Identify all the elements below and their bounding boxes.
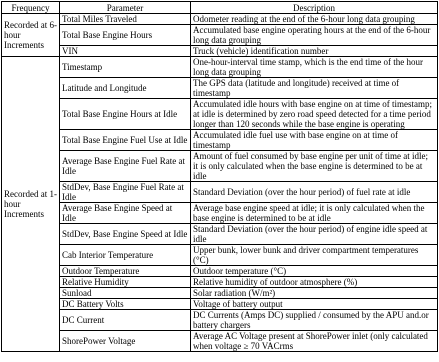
table-row bbox=[2, 203, 438, 224]
description-cell: Outdoor temperature (°C) bbox=[191, 266, 438, 277]
description-cell: Accumulated idle fuel use with base engine on at time of timestamp bbox=[191, 130, 438, 151]
description-cell: Amount of fuel consumed by base engine per unit of time at idle; it is only calculated when the base engine is determined to be at idle bbox=[191, 151, 438, 182]
description-cell: Odometer reading at the end of the 6-hour long data grouping bbox=[191, 14, 438, 25]
description-cell: Accumulated base engine operating hours at the end of the 6-hour long data grouping bbox=[191, 25, 438, 46]
table-row bbox=[2, 299, 438, 310]
description-cell: Upper bunk, lower bunk and driver compartment temperatures (°C) bbox=[191, 245, 438, 266]
parameter-cell: Latitude and Longitude bbox=[60, 78, 191, 99]
description-cell: Truck (vehicle) identification number bbox=[191, 46, 438, 57]
parameter-cell: Average Base Engine Fuel Rate at Idle bbox=[60, 151, 191, 182]
table-row bbox=[2, 57, 438, 78]
header-row bbox=[2, 2, 438, 14]
table-row bbox=[2, 130, 438, 151]
frequency-cell-1-hour: Recorded at 1-hour Increments bbox=[2, 57, 60, 352]
parameter-cell: Total Base Engine Fuel Use at Idle bbox=[60, 130, 191, 151]
table-row bbox=[2, 14, 438, 25]
table-row bbox=[2, 46, 438, 57]
parameter-cell: Total Miles Traveled bbox=[60, 14, 191, 25]
description-cell: Average AC Voltage present at ShorePower inlet (only calculated when voltage ≥ 70 VACrms bbox=[191, 331, 438, 352]
description-cell: Relative humidity of outdoor atmosphere (%) bbox=[191, 277, 438, 288]
parameter-cell: Sunload bbox=[60, 288, 191, 299]
description-cell: One-hour-interval time stamp, which is the end time of the hour long data grouping bbox=[191, 57, 438, 78]
parameter-cell: DC Battery Volts bbox=[60, 299, 191, 310]
table-header bbox=[2, 2, 438, 14]
parameter-cell: ShorePower Voltage bbox=[60, 331, 191, 352]
parameter-cell: Relative Humidity bbox=[60, 277, 191, 288]
parameter-cell: Cab Interior Temperature bbox=[60, 245, 191, 266]
parameter-cell: StdDev, Base Engine Speed at Idle bbox=[60, 224, 191, 245]
table-row bbox=[2, 245, 438, 266]
description-cell: DC Currents (Amps DC) supplied / consumed by the APU and.or battery chargers bbox=[191, 310, 438, 331]
table-row bbox=[2, 288, 438, 299]
table-row bbox=[2, 182, 438, 203]
table-row bbox=[2, 224, 438, 245]
table-row bbox=[2, 151, 438, 182]
description-cell: Average base engine speed at idle; it is only calculated when the base engine is determined to be at idle bbox=[191, 203, 438, 224]
parameter-cell: StdDev, Base Engine Fuel Rate at Idle bbox=[60, 182, 191, 203]
description-cell: Solar radiation (W/m²) bbox=[191, 288, 438, 299]
parameter-cell: Total Base Engine Hours bbox=[60, 25, 191, 46]
table-row bbox=[2, 310, 438, 331]
header-parameter: Parameter bbox=[60, 2, 191, 14]
description-cell: Accumulated idle hours with base engine on at time of timestamp; at idle is determined by zero road speed detected for a time period longer than 120 seconds while the base engine is operating bbox=[191, 99, 438, 130]
parameter-cell: VIN bbox=[60, 46, 191, 57]
table-row bbox=[2, 25, 438, 46]
header-description: Description bbox=[191, 2, 438, 14]
parameter-cell: Outdoor Temperature bbox=[60, 266, 191, 277]
description-cell: Voltage of battery output bbox=[191, 299, 438, 310]
table-body bbox=[2, 14, 438, 352]
header-frequency: Frequency bbox=[2, 2, 60, 14]
table-row bbox=[2, 99, 438, 130]
parameter-cell: Total Base Engine Hours at Idle bbox=[60, 99, 191, 130]
table-row bbox=[2, 331, 438, 352]
table-row bbox=[2, 78, 438, 99]
description-cell: The GPS data (latitude and longitude) received at time of timestamp bbox=[191, 78, 438, 99]
parameter-cell: Timestamp bbox=[60, 57, 191, 78]
description-cell: Standard Deviation (over the hour period) of fuel rate at idle bbox=[191, 182, 438, 203]
table-row bbox=[2, 277, 438, 288]
parameter-cell: Average Base Engine Speed at Idle bbox=[60, 203, 191, 224]
table-row bbox=[2, 266, 438, 277]
parameter-cell: DC Current bbox=[60, 310, 191, 331]
parameters-table bbox=[1, 1, 438, 352]
description-cell: Standard Deviation (over the hour period) of engine idle speed at idle bbox=[191, 224, 438, 245]
frequency-cell-6-hour: Recorded at 6-hour Increments bbox=[2, 14, 60, 57]
